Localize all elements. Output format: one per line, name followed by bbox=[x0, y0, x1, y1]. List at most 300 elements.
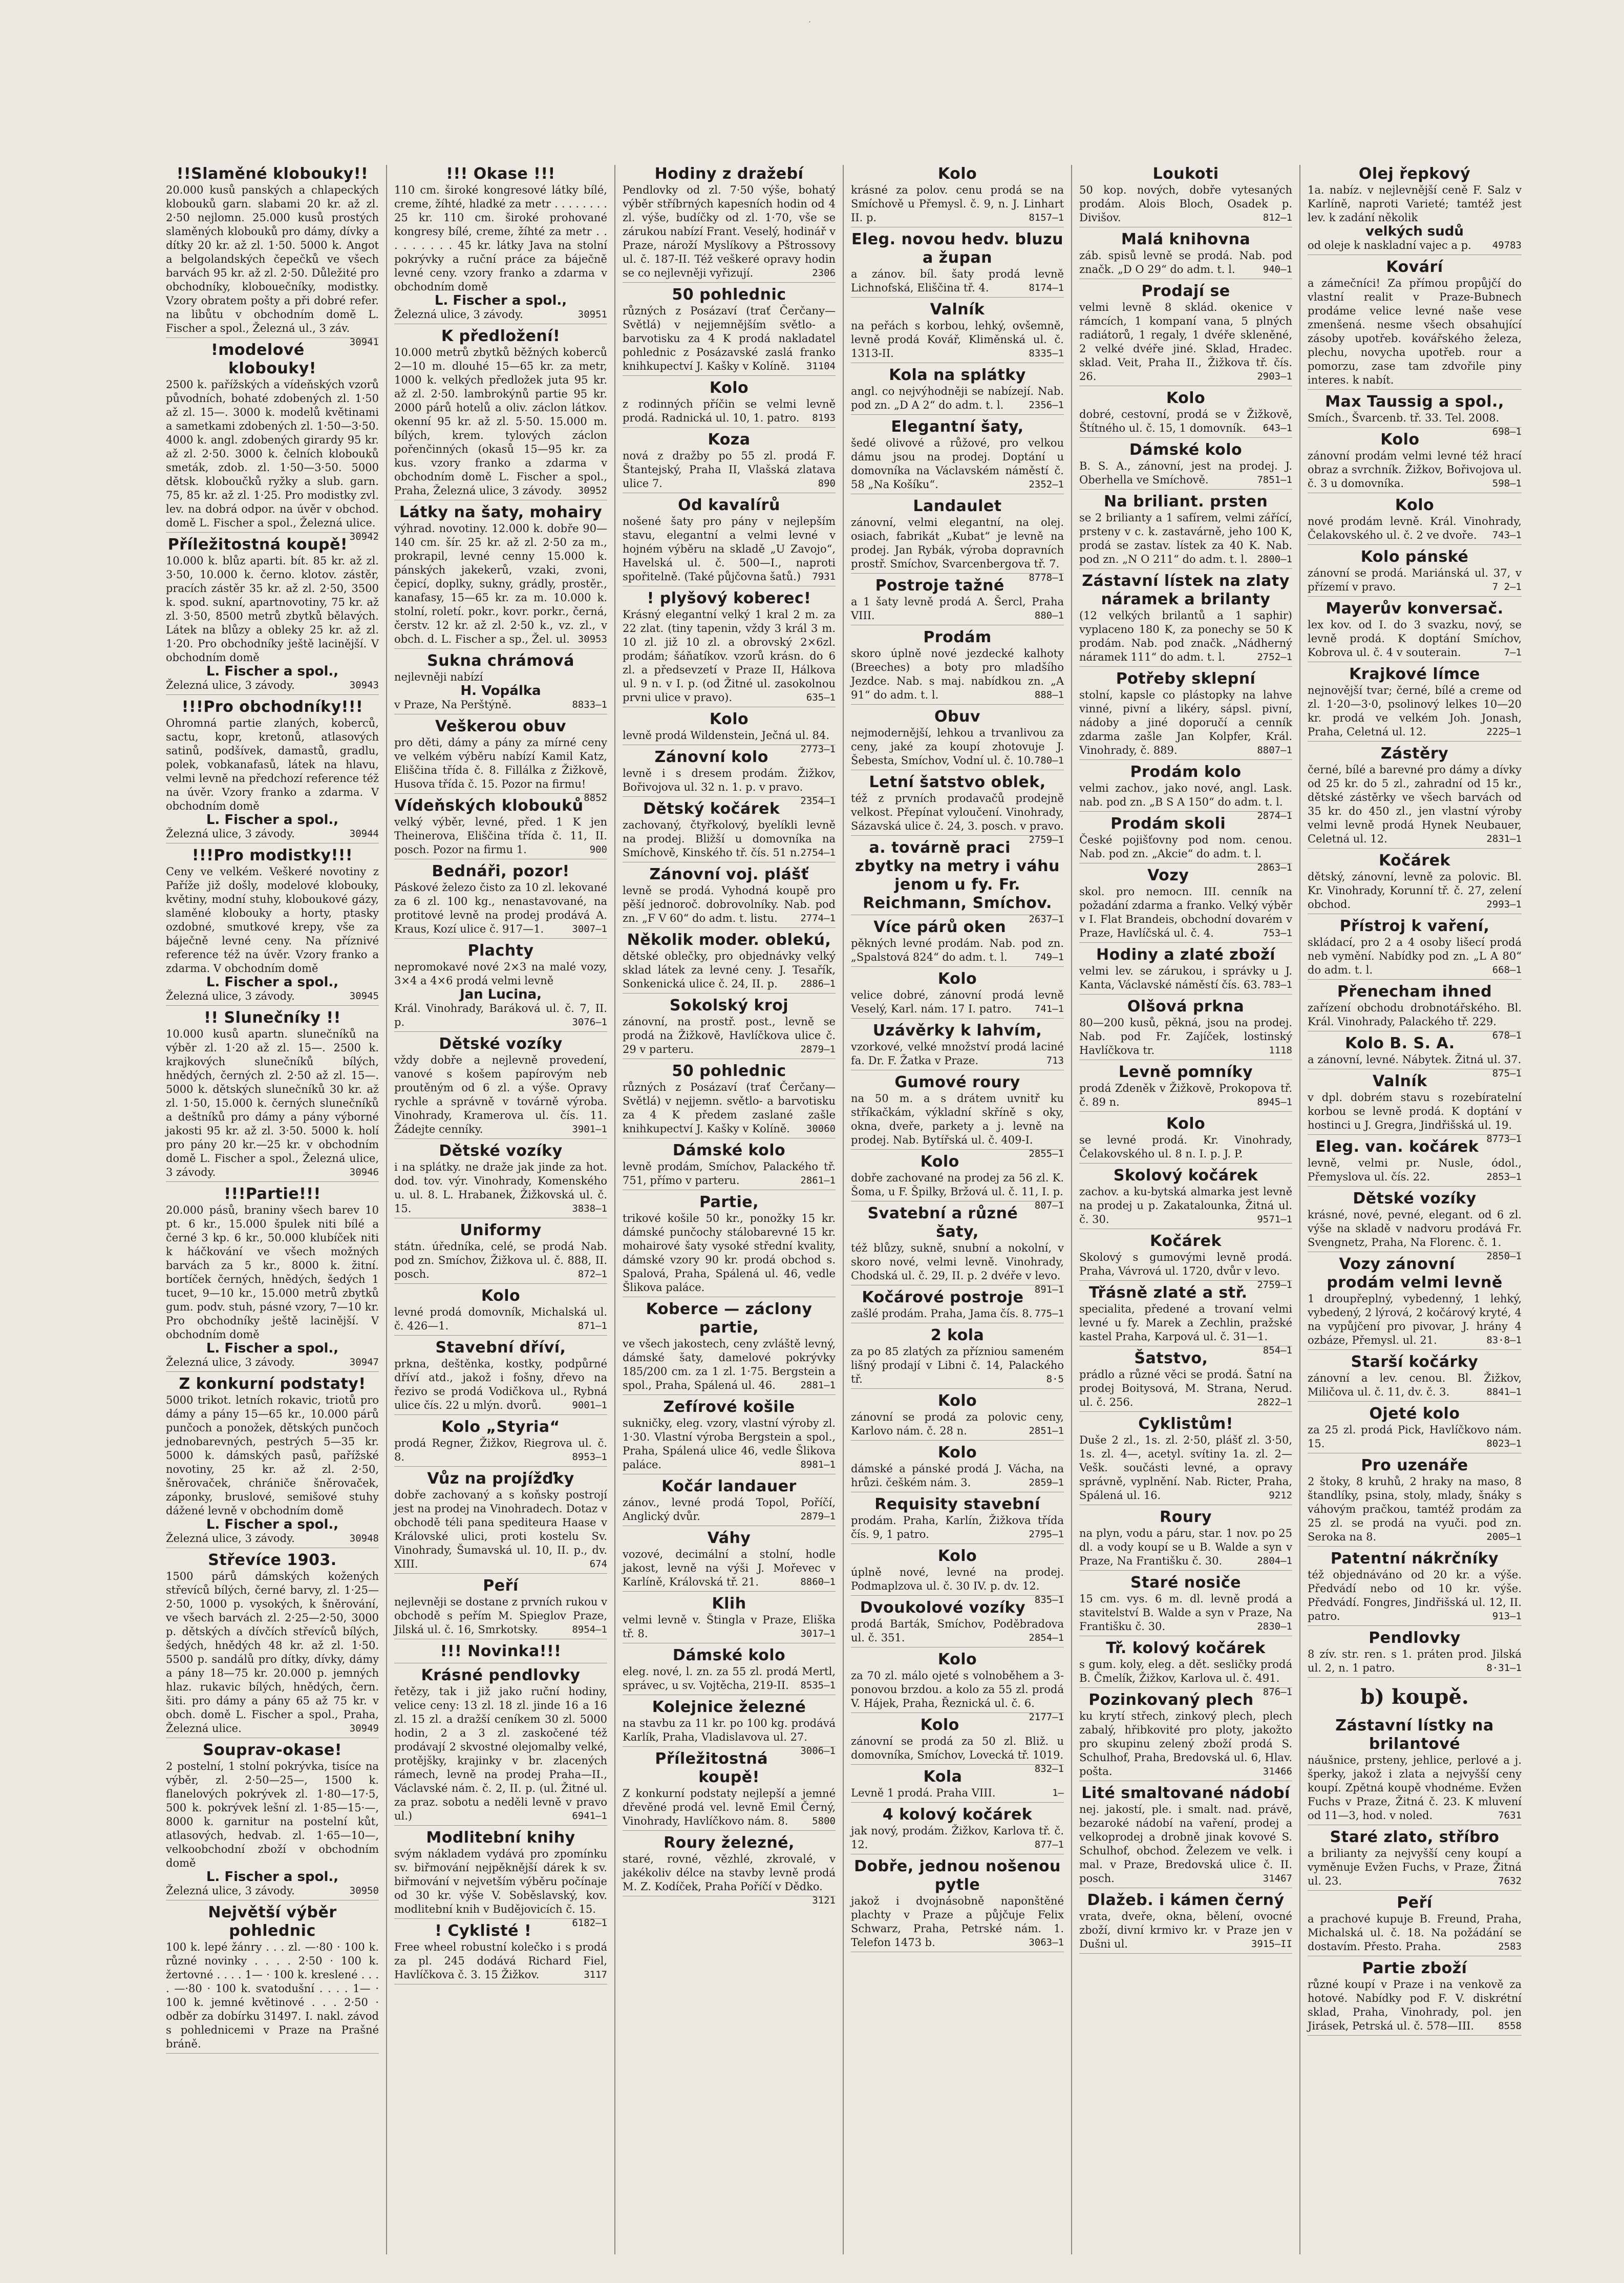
classified-ad bbox=[166, 1185, 379, 1372]
ad-number: 7851—1 bbox=[1257, 474, 1292, 485]
classified-ad bbox=[166, 1009, 379, 1182]
ad-headline: Loukoti bbox=[1152, 165, 1219, 183]
ad-number: 3901—1 bbox=[572, 1124, 607, 1135]
ad-number: 30060 bbox=[806, 1123, 836, 1134]
classified-ad bbox=[1308, 258, 1522, 390]
ad-headline: Koza bbox=[708, 431, 751, 449]
ad-number: 30953 bbox=[578, 633, 607, 645]
ad-number: 900 bbox=[589, 844, 607, 855]
ad-body: Free wheel robustní kolečko i s prodá za pl. 245 dodává Richard Fiel, Havlíčkova č. 3. 15 Žižkov. bbox=[394, 1941, 607, 1981]
ad-headline: Kolo bbox=[937, 165, 977, 183]
classified-ad bbox=[1308, 600, 1522, 662]
ad-body: na peřách s korbou, lehký, ovšemně, levně prodá Kovář, Kliměnská ul. č. 1313-II. bbox=[851, 320, 1064, 360]
ad-number: 8·5 bbox=[1046, 1373, 1064, 1385]
classified-ad bbox=[851, 1444, 1064, 1492]
ad-body: Skolový s gumovými levně prodá. Praha, Vávrová ul. 1720, dvůr v levo. bbox=[1079, 1251, 1292, 1277]
ad-headline: Valník bbox=[930, 301, 985, 319]
ad-headline: Vozy bbox=[1147, 866, 1189, 884]
ad-body: Z konkurní podstaty nejlepší a jemné dřevěné prodá vel. levně Emil Černý, Vinohrady, Havlíčkovo nám. 8. bbox=[623, 1787, 836, 1827]
ad-headline: Zástavní lístek na zlaty náramek a brilanty bbox=[1082, 572, 1290, 608]
ad-number: 8860—1 bbox=[800, 1576, 836, 1588]
ad-headline: Střevíce 1903. bbox=[208, 1551, 337, 1569]
classified-ad bbox=[394, 1642, 607, 1663]
ad-body: 10.000 k. blůz aparti. bít. 85 kr. až zl. 3·50, 10.000 k. černo. klotov. zástěr, pracích zástěr 35 kr. až zl. 2·50, 3500 k. spod. sukní, apartnovotiny, 75 kr. až zl. 3·50, 8500 metrů zbytků bělavých. Látek na blůzy a obleky 25 kr. až zl. 1·20. Pro obchodníky ještě lacinější. V obchodním domě bbox=[166, 555, 379, 664]
ad-body: za 70 zl. málo ojeté s volnoběhem a 3-ponovou brzdou. a kolo za 55 zl. prodá V. Hájek, Praha, Řeznická ul. č. 6. bbox=[851, 1669, 1064, 1709]
ad-headline: Kolo bbox=[709, 379, 749, 397]
ad-body: 10.000 metrů zbytků běžných koberců 2—10 m. dlouhé 15—65 kr. za metr, 1000 k. velkých předložek juta 95 kr. až zl. 2·50. lambrokýnů partie 95 kr. 2000 párů hotelů a oliv. záclon látkov. okenní 95 kr. až zl. 5·50. 15.000 m. bílých, krem. tylových záclon pořenčinných (okasů 15—95 kr. za kus. vzory franko a zdarma v obchodním domě L. Fischer a spol., Praha, Železná ulice, 3 závody. bbox=[394, 346, 607, 497]
ad-number: 8954—1 bbox=[572, 1624, 607, 1635]
ad-headline: Dětské vozíky bbox=[439, 1142, 563, 1160]
ad-headline: Dámské kolo bbox=[672, 1646, 786, 1664]
classified-ad bbox=[851, 970, 1064, 1019]
ad-headline: Peří bbox=[1397, 1894, 1433, 1912]
ad-body: dětské oblečky, pro objednávky velký sklad látek za levné ceny. J. Tesařík, Sonkenická ulice č. 24, II. p. bbox=[623, 950, 836, 990]
ad-headline: Pozinkovaný plech bbox=[1088, 1691, 1254, 1709]
ad-headline: Koberce — záclony partie, bbox=[646, 1300, 813, 1337]
ad-number: 8535—1 bbox=[800, 1680, 836, 1691]
ad-number: 30947 bbox=[349, 1357, 379, 1368]
ad-number: 2773—1 bbox=[800, 744, 836, 755]
classified-ad bbox=[1308, 1828, 1522, 1891]
ad-body: dámské a pánské prodá J. Vácha, na hrůzi. češkém nám. 3. bbox=[851, 1463, 1064, 1489]
ad-body: za 25 zl. prodá Pick, Havlíčkovo nám. 15. bbox=[1308, 1424, 1522, 1450]
classified-ad bbox=[1308, 1255, 1522, 1350]
ad-body: 20.000 pásů, braniny všech barev 10 pt. 6 kr., 15.000 špulek niti bílé a černé 3 kp. 6 kr., 50.000 klubíček niti k háčkování ve všech možných barvách za 5 kr., 8000 k. žitní. bortíček černých, hnědých, šedých 1 tucet, 9—10 kr., 15.000 metrů zbytků gum. podv. stuh, pásné vzory, 7—10 kr. Pro obchodníky ještě lacinější. V obchodním domě bbox=[166, 1204, 379, 1341]
classified-ad bbox=[1079, 493, 1292, 569]
classified-ad bbox=[851, 230, 1064, 298]
ad-number: 2306 bbox=[812, 267, 836, 279]
ad-headline: Mayerův konversač. bbox=[1326, 600, 1504, 618]
ad-number: 8981—1 bbox=[800, 1459, 836, 1470]
ad-number: 753—1 bbox=[1263, 927, 1292, 939]
classified-ad bbox=[623, 286, 836, 376]
ad-number: 8558 bbox=[1498, 2020, 1522, 2032]
ad-column bbox=[387, 165, 615, 2254]
ad-headline: Z konkurní podstaty! bbox=[179, 1375, 366, 1393]
classified-ad bbox=[1308, 548, 1522, 597]
ad-number: 30949 bbox=[349, 1723, 379, 1734]
ad-headline: Kolo bbox=[937, 1444, 977, 1462]
ad-headline: Pendlovky bbox=[1369, 1629, 1461, 1647]
classified-ad bbox=[166, 165, 379, 348]
classified-ad bbox=[851, 1806, 1064, 1854]
ad-number: 30946 bbox=[349, 1167, 379, 1178]
ad-number: 3017—1 bbox=[800, 1628, 836, 1639]
classified-ad bbox=[394, 1577, 607, 1639]
ad-column bbox=[159, 165, 387, 2254]
ad-number: 7632 bbox=[1498, 1875, 1522, 1887]
ad-headline: Staré zlato, stříbro bbox=[1330, 1828, 1500, 1846]
ad-headline: Lité smaltované nádobí bbox=[1081, 1784, 1290, 1802]
classified-ad bbox=[623, 1646, 836, 1695]
classified-ad bbox=[1079, 1415, 1292, 1505]
classified-ad bbox=[1079, 1349, 1292, 1412]
ad-body: dobře zachované na prodej za 56 zl. K. Šoma, u F. Špilky, Bržová ul. č. 11, I. p. bbox=[851, 1172, 1064, 1198]
ad-number: 832—1 bbox=[1034, 1763, 1064, 1774]
ad-number: 1— bbox=[1052, 1787, 1064, 1799]
ad-number: 8833—1 bbox=[572, 699, 607, 710]
classified-ad bbox=[623, 1834, 836, 1906]
ad-number: 783—1 bbox=[1263, 979, 1292, 990]
ad-advertiser: L. Fischer a spol., bbox=[206, 1869, 339, 1885]
classified-ad bbox=[623, 1193, 836, 1297]
ad-number: 8·31—1 bbox=[1486, 1662, 1522, 1674]
classified-ad bbox=[166, 847, 379, 1006]
classified-ad bbox=[1079, 1167, 1292, 1229]
classified-ad bbox=[394, 1418, 607, 1467]
ad-number: 2800—1 bbox=[1257, 554, 1292, 565]
classified-ad bbox=[394, 1221, 607, 1284]
ad-body: zánovní se prodá. Mariánská ul. 37, v přízemí v pravo. bbox=[1308, 567, 1522, 593]
ad-body: 15 cm. vys. 6 m. dl. levně prodá a stavitelství B. Walde a syn v Praze, Na Františku č. 30. bbox=[1079, 1593, 1292, 1633]
classified-ad bbox=[623, 496, 836, 586]
ad-headline: Látky na šaty, mohairy bbox=[399, 503, 603, 521]
ad-number: 2795—1 bbox=[1029, 1529, 1064, 1540]
ad-number: 30948 bbox=[349, 1533, 379, 1544]
ad-advertiser: velkých sudů bbox=[1365, 224, 1464, 239]
ad-body: České pojišťovny pod nom. cenou. Nab. pod zn. „Akcie“ do adm. t. l. bbox=[1079, 834, 1292, 860]
ad-headline: Elegantní šaty, bbox=[891, 418, 1024, 436]
ad-headline: Kočárek bbox=[1379, 852, 1450, 870]
ad-number: 2879—1 bbox=[800, 1044, 836, 1055]
ad-body: svým nákladem vydává pro zpomínku sv. biřmování nejpěknější dárek k sv. biřmování v nejvetším výběru počínaje od 30 kr. výše V. Soběslavský, kov. modlitební knih v Budějovicích č. 15. bbox=[394, 1848, 607, 1915]
ad-number: 9571—1 bbox=[1257, 1214, 1292, 1225]
ad-headline: Kolo bbox=[920, 1153, 959, 1171]
classified-ad bbox=[1308, 1190, 1522, 1262]
ad-headline: Roury bbox=[1160, 1508, 1212, 1526]
classified-ad bbox=[166, 1375, 379, 1548]
classified-ad bbox=[394, 503, 607, 649]
ad-headline: Šatstvo, bbox=[1134, 1349, 1208, 1367]
ad-body: jak nový, prodám. Žižkov, Karlova tř. č. 12. bbox=[851, 1825, 1064, 1851]
classified-ad bbox=[623, 865, 836, 928]
ad-number: 743—1 bbox=[1492, 530, 1522, 541]
classified-ad bbox=[1308, 1717, 1522, 1825]
ad-body: též objednáváno od 20 kr. a výše. Předvádí nebo od 10 kr. výše. Předvádí. Fongres, Jindřišská ul. 12, II. patro. bbox=[1308, 1569, 1522, 1622]
ad-body: (12 velkých brilantů a 1 saphir) vyplaceno 180 K, za ponechy se 50 K prodám. Nab. pod značk. „Nádherný náramek 111“ do adm. t. l. bbox=[1079, 609, 1292, 663]
ad-number: 2754—1 bbox=[800, 847, 836, 858]
classified-ad bbox=[1308, 1353, 1522, 1402]
ad-headline: K předložení! bbox=[441, 327, 561, 345]
ad-number: 775—1 bbox=[1034, 1308, 1064, 1319]
classified-ad bbox=[394, 1470, 607, 1574]
ad-headline: a. továrně praci zbytky na metry i váhu jenom u fy. Fr. Reichmann, Smíchov. bbox=[855, 839, 1060, 912]
ad-headline: Postroje tažné bbox=[875, 577, 1005, 595]
ad-number: 3117 bbox=[584, 1969, 607, 1980]
ad-number: 890 bbox=[818, 478, 836, 489]
ad-headline: Hodiny z dražebí bbox=[654, 165, 804, 183]
ad-body: jakož i dvojnásobně naponštěné plachty v Praze a půjčuje Felix Schwarz, Praha, Petrské nám. 1. Telefon 1473 b. bbox=[851, 1895, 1064, 1949]
ad-body: a zámečníci! bbox=[1308, 277, 1380, 289]
ad-headline: Zánovní kolo bbox=[654, 748, 768, 766]
ad-number: 5800 bbox=[812, 1815, 836, 1827]
ad-address: Železná ulice, 3 závody. bbox=[166, 828, 295, 840]
ad-number: 30950 bbox=[349, 1885, 379, 1896]
classified-ad bbox=[623, 379, 836, 428]
classified-ad bbox=[394, 1829, 607, 1929]
ad-body: 8 zív. str. ren. s 1. práten prod. Jilská ul. 2, n. 1 patro. bbox=[1308, 1648, 1522, 1674]
ad-body: velice dobré, zánovní prodá levně Veselý, Karl. nám. 17 I. patro. bbox=[851, 989, 1064, 1015]
ad-body: prodám. Praha, Karlín, Žižkova třída čís. 9, 1 patro. bbox=[851, 1514, 1064, 1540]
ad-headline: Dlažeb. i kámen černý bbox=[1087, 1891, 1285, 1909]
ad-number: 8335—1 bbox=[1029, 348, 1064, 359]
ad-headline: Kočár landauer bbox=[661, 1477, 797, 1495]
classified-ad bbox=[394, 652, 607, 714]
ad-headline: Cyklistům! bbox=[1138, 1415, 1233, 1433]
ad-body: prádlo a různé věci se prodá. Šatní na prodej Boitysová, M. Strana, Nerud. ul. č. 256. bbox=[1079, 1368, 1292, 1408]
classified-ad bbox=[851, 1022, 1064, 1070]
ad-number: 2177—1 bbox=[1029, 1711, 1064, 1723]
ad-body: specialita, předené a trovaní velmi levné u fy. Marek a Zechlin, pražské kastel Praha, Karpová ul. č. 31—1. bbox=[1079, 1303, 1292, 1343]
classified-ad bbox=[851, 418, 1064, 494]
ad-body: Pendlovky od zl. 7·50 výše, bohatý výběr stříbrných kapesních hodin od 4 zl. výše, budíčky od zl. 1·70, vše se zárukou nabízí Frant. Veselý, hodinář v Praze, nároží Myslíkovy a Pštrossovy ul. č. 187-II. Též veškeré opravy hodin se co nejlevněji vyřizují. bbox=[623, 184, 836, 279]
ad-number: 2879—1 bbox=[800, 1511, 836, 1522]
ad-number: 3915—II bbox=[1251, 1938, 1292, 1950]
ad-body: černé, bílé a barevné pro dámy a dívky od 25 kr. do 5 zl., zahradní od 15 kr., dětské zástěrky ve všech barvách od 35 kr. do 450 zl., jen vlastní výroby velmi levně prodá Hynek Neubauer, Celetná ul. 12. bbox=[1308, 764, 1522, 845]
ad-number: 30943 bbox=[349, 680, 379, 691]
ad-body: stolní, kapsle co plástopky na lahve vinné, pivní a likéry, sápsl. pivní, nádoby a jiné doporučí a cenník zdarma zašle Jan Kolpfer, Král. Vinohrady, č. 889. bbox=[1079, 689, 1292, 756]
classified-ad bbox=[851, 1547, 1064, 1605]
ad-headline: Levně pomníky bbox=[1118, 1063, 1253, 1081]
ad-headline: Uzávěrky k lahvím, bbox=[872, 1022, 1042, 1040]
ad-number: 940—1 bbox=[1263, 264, 1292, 275]
ad-body: Ohromná partie zlaných, koberců, sactu, kopr, kretonů, atlasových satinů, podšívek, damastů, gradlu, polek, vobkanafasů, látek na hlavu, velmi levně na předchozí reference též na úvěr. Vzory franko a zdarma. V obchodním domě bbox=[166, 717, 379, 812]
ad-headline: !!! Novinka!!! bbox=[440, 1642, 562, 1660]
ad-body: 50 kop. nových, dobře vytesaných prodám. Alois Bloch, Osadek p. Divišov. bbox=[1079, 184, 1292, 224]
ad-body: pěkných levné prodám. Nab. pod zn. „Spalstová 824“ do adm. t. l. bbox=[851, 937, 1064, 963]
ad-headline: !modelové klobouky! bbox=[211, 341, 316, 377]
classified-ad bbox=[851, 1073, 1064, 1159]
classified-ad bbox=[851, 165, 1064, 227]
ad-headline: Kola na splátky bbox=[889, 366, 1026, 384]
ad-number: 6182—1 bbox=[572, 1917, 607, 1929]
ad-headline: Malá knihovna bbox=[1121, 230, 1251, 248]
ad-body: levně i s dresem prodám. Žižkov, Bořivojova ul. 32 n. 1. p. v pravo. bbox=[623, 767, 836, 793]
classified-ad bbox=[166, 1551, 379, 1738]
ad-headline: Sokolský kroj bbox=[669, 997, 789, 1014]
classified-ad bbox=[623, 1300, 836, 1395]
ad-body: různých z Posázaví (trať Čerčany—Světlá) v nejjemn. světlo- a barvotisku za 4 K předem zaslané zašle knihkupectví J. Kašky v Kolíně. bbox=[623, 1081, 836, 1135]
ad-number: 3076—1 bbox=[572, 1017, 607, 1028]
ad-headline: Dobře, jednou nošenou pytle bbox=[854, 1857, 1061, 1894]
ad-number: 891—1 bbox=[1034, 1284, 1064, 1295]
ad-number: 2005—1 bbox=[1486, 1531, 1522, 1542]
ad-number: 7631 bbox=[1498, 1810, 1522, 1821]
ad-headline: Hodiny a zlaté zboží bbox=[1096, 946, 1275, 964]
ad-body: 110 cm. široké kongresové látky bílé, creme, žíhté, hladké za metr . . . . . . . . 25 kr. 110 cm. široké prohované kongresy bílé, creme, žíhté za metr . . . . . . . . . 45 kr. látky Java na stolní pokrývky a ruční práce za báječně levné ceny. vzory franko a zdarma v obchodním domě bbox=[394, 184, 607, 293]
classified-ad bbox=[851, 1768, 1064, 1803]
ad-number: 635—1 bbox=[806, 692, 836, 703]
ad-headline: Více párů oken bbox=[873, 918, 1007, 936]
ad-address: Železná ulice, 3 závody. bbox=[166, 990, 295, 1002]
ad-body: trikové košile 50 kr., ponožky 15 kr. dámské punčochy stálobarevné 15 kr. mohairové šaty vysoké střední kvality, dámské vzory 90 kr. prodá obchod s. Spalová, Praha, Spálená ul. 46, vedle Šlikova paláce. bbox=[623, 1212, 836, 1294]
ad-headline: Svatební a různé šaty, bbox=[867, 1204, 1018, 1241]
ad-body: 20.000 kusů panských a chlapeckých klobouků garn. slabami 20 kr. až zl. 2·50 nejlomn. 25.000 kusů prostých slaměných klobouků pro dámy, dívky a dítky 20 kr. až zl. 1·50. 5000 k. Angot a belgolandských čepečků ve všech barvách 95 kr. až zl. 2·50. Důležité pro obchodníky, klobouečníky, modistky. Vzory obratem pošty a při dobré refer. na libůtu v obchodním domě L. Fischer a spol., Železná ul., 3 záv. bbox=[166, 184, 379, 334]
classified-ad bbox=[1079, 1063, 1292, 1112]
classified-ad bbox=[851, 1392, 1064, 1441]
classified-ad bbox=[394, 862, 607, 939]
ad-address: v Praze, Na Perštýně. bbox=[394, 699, 512, 711]
ad-headline: Kolo bbox=[1395, 496, 1435, 514]
ad-body: zánovní se prodá za 50 zl. Bliž. u domovníka, Smíchov, Lovecká tř. 1019. bbox=[851, 1735, 1064, 1761]
ad-body: levně prodám, Smíchov, Palackého tř. 751, přímo v parteru. bbox=[623, 1160, 836, 1187]
ad-number: 674 bbox=[589, 1558, 607, 1570]
ad-body: na 50 m. a s drátem uvnitř ku stříkačkám, výkladní skříně s oky, okna, dveře, parkety a j. levně na prodej. Nab. Bytířská ul. č. 409-I. bbox=[851, 1092, 1064, 1146]
ad-body: záb. spisů levně se prodá. Nab. pod značk. „D O 29“ do adm. t. l. bbox=[1079, 249, 1292, 276]
ad-number: 8945—1 bbox=[1257, 1096, 1292, 1108]
ad-headline: Dámské kolo bbox=[1129, 441, 1243, 459]
ad-headline: Kolo bbox=[1380, 431, 1420, 449]
ad-headline: Kolo bbox=[709, 710, 749, 728]
classified-ad bbox=[1079, 165, 1292, 227]
ad-body: prodá Barták, Smíchov, Poděbradova ul. č. 351. bbox=[851, 1618, 1064, 1644]
ad-advertiser: L. Fischer a spol., bbox=[434, 293, 567, 308]
ad-number: 8773—1 bbox=[1486, 1133, 1522, 1145]
ad-body: ve všech jakostech, ceny zvláště levný, dámské šaty, damelové pokrývky 185/200 cm. za 1 zl. 1·75. Bergstein a spol., Praha, Spálená ul. 46. bbox=[623, 1338, 836, 1391]
ad-body: prkna, deštěnka, kostky, podpůrné dříví atd., jakož i fošny, dřevo na řezivo se prodá Vodičkova ul., Rybná ulice čís. 22 u mlýn. dvorů. bbox=[394, 1358, 607, 1411]
ad-headline: Váhy bbox=[707, 1529, 751, 1547]
ad-body: z rodinných příčin se velmi levně prodá. Radnická ul. 10, 1. patro. bbox=[623, 398, 836, 424]
page-mark: ′ bbox=[809, 20, 811, 29]
ad-body: 1a. nabíz. v nejlevnější ceně F. Salz v Karlíně, naproti Varieté; tamtéž jest lev. k zadání několik bbox=[1308, 184, 1522, 224]
ad-number: 3007—1 bbox=[572, 923, 607, 935]
ad-number: 8778—1 bbox=[1029, 572, 1064, 583]
ad-headline: Zástavní lístky na brilantové bbox=[1335, 1717, 1494, 1753]
classified-ad bbox=[623, 1529, 836, 1592]
ad-headline: Zástěry bbox=[1380, 745, 1449, 763]
ad-body: zánovní a lev. cenou. Bl. Žižkov, Miličova ul. č. 11, dv. č. 3. bbox=[1308, 1372, 1522, 1398]
ad-number: 31466 bbox=[1263, 1766, 1292, 1777]
ad-number: 2874—1 bbox=[1257, 810, 1292, 821]
ad-body: s gum. koly, eleg. a dět. sesličky prodá B. Čmelík, Žižkov, Karlova ul. č. 491. bbox=[1079, 1658, 1292, 1684]
ad-number: 31467 bbox=[1263, 1873, 1292, 1884]
classified-ad bbox=[394, 717, 607, 804]
ad-body: nejnovější tvar; černé, bílé a creme od zl. 1·20—3·0, psolinový lelkes 10—20 kr. prodá ve velkém Joh. Jonash, Praha, Celetná ul. 12. bbox=[1308, 684, 1522, 738]
ad-headline: Kočárové postroje bbox=[862, 1288, 1024, 1306]
classified-ad bbox=[1079, 1232, 1292, 1291]
classified-ad bbox=[1308, 665, 1522, 742]
ad-advertiser: Jan Lucina, bbox=[459, 987, 542, 1002]
ad-headline: Kolo bbox=[937, 1392, 977, 1410]
ad-body: 100 k. lepé žánry . . . zl. —·80 · 100 k. různé novinky . . . . 2·50 · 100 k. žertovné . . . . 1— · 100 k. kreslené . . . . —·80 · 100 k. svatodušní . . . . 1— · 100 k. jemné květinové . . . 2·50 · odběr za dobírku 31497. I. nakl. závod s pohlednicemi v Praze na Prašné bráně. bbox=[166, 1941, 379, 2050]
ad-headline: !!!Partie!!! bbox=[224, 1185, 321, 1203]
ad-headline: Klih bbox=[712, 1595, 746, 1613]
ad-number: 6941—1 bbox=[572, 1810, 607, 1822]
ad-headline: Requisity stavební bbox=[874, 1495, 1040, 1513]
classified-ad bbox=[1308, 1959, 1522, 2036]
ad-column bbox=[1300, 165, 1529, 2254]
ad-body: skol. pro nemocn. III. cenník na požadání zdarma a franko. Velký výběr v I. Flat Brandeis, obchodní dovarém v Praze, Havlíčská ul. č. 4. bbox=[1079, 885, 1292, 939]
ad-body: Levně 1 prodá. Praha VIII. bbox=[851, 1787, 996, 1799]
classified-ad bbox=[851, 366, 1064, 415]
ad-headline: Partie zboží bbox=[1362, 1959, 1467, 1977]
classified-ad bbox=[1079, 866, 1292, 943]
classified-ad bbox=[166, 1904, 379, 2054]
ad-number: 31104 bbox=[806, 361, 836, 372]
classified-ad bbox=[851, 1651, 1064, 1723]
ad-body: vždy dobře a nejlevně provedení, vanové s košem papírovým neb proutěným od 6 zl. a výše. Opravy rychle a správně v továrně výroba. Vinohrady, Kramerova ul. čís. 11. Žádejte cenníky. bbox=[394, 1054, 607, 1135]
ad-body: a zánovní, levné. Nábytek. Žitná ul. 37. bbox=[1308, 1053, 1522, 1066]
ad-headline: Roury železné, bbox=[664, 1834, 795, 1852]
ad-body: nová z dražby po 55 zl. prodá F. Štantejský, Praha II, Vlašská zlatava ulice 7. bbox=[623, 450, 836, 490]
classified-ad bbox=[851, 1599, 1064, 1647]
ad-number: 2831—1 bbox=[1486, 833, 1522, 844]
ad-headline: Max Taussig a spol., bbox=[1325, 393, 1504, 411]
ad-headline: Valník bbox=[1373, 1072, 1427, 1090]
ad-address: Železná ulice, 3 závody. bbox=[394, 308, 523, 321]
ad-body: nej. jakostí, ple. i smalt. nad. právě, bezaroké nádobí na vaření, prodej a velkoprodej a drobně jinak kovové S. Schulhof, obchod. Železem ve velk. i mal. v Praze, Bredovská ulice č. II. posch. bbox=[1079, 1803, 1292, 1885]
classified-ad bbox=[623, 710, 836, 755]
ad-body: na plyn, vodu a páru, star. 1 nov. po 25 dl. a vody koupí se u B. Walde a syn v Praze, Na Františku č. 30. bbox=[1079, 1527, 1292, 1567]
ad-headline: Skolový kočárek bbox=[1113, 1167, 1258, 1185]
ad-number: 2850—1 bbox=[1486, 1251, 1522, 1262]
classified-ad bbox=[851, 1495, 1064, 1544]
ad-headline: Příležitostná koupě! bbox=[167, 536, 348, 554]
ad-headline: Od kavalírů bbox=[678, 496, 780, 514]
ad-headline: Několik moder. oblekú, bbox=[627, 931, 831, 949]
ad-headline: !! Slunečníky !! bbox=[204, 1009, 341, 1027]
ad-body: nejlevněji nabízí bbox=[394, 671, 483, 683]
ad-advertiser: L. Fischer a spol., bbox=[206, 975, 339, 990]
ad-headline: ! plyšový koberec! bbox=[647, 589, 811, 607]
ad-number: 741—1 bbox=[1034, 1003, 1064, 1014]
classified-ad bbox=[1079, 946, 1292, 995]
ad-body: zachovaný, čtyřkolový, byelíkli levně na prodej. Bližší u domovníka na Smíchově, Kinského tř. čís. 51 n. bbox=[623, 819, 836, 859]
ad-number: 2774—1 bbox=[800, 913, 836, 924]
ad-headline: Kolejnice železné bbox=[652, 1698, 806, 1716]
classified-ad bbox=[623, 931, 836, 993]
classified-ad bbox=[394, 1287, 607, 1336]
classified-ad bbox=[1079, 1639, 1292, 1698]
ad-number: 30944 bbox=[349, 828, 379, 839]
ad-body: nejlevněji se dostane z prvních rukou v obchodě s peřím M. Spieglov Praze, Jilská ul. č. 16, Smrkotsky. bbox=[394, 1596, 607, 1636]
ad-number: 7—1 bbox=[1504, 647, 1522, 658]
ad-body: dětský, zánovní, levně za polovic. Bl. Kr. Vinohrady, Korunní tř. č. 27, zelení obchod. bbox=[1308, 871, 1522, 911]
ad-headline: Eleg. van. kočárek bbox=[1315, 1138, 1479, 1156]
ad-number: 83·8—1 bbox=[1486, 1335, 1522, 1346]
ad-headline: Vídeňských klobouků bbox=[394, 797, 584, 815]
ad-column bbox=[1072, 165, 1300, 2254]
ad-body: Ceny ve velkém. Veškeré novotiny z Paříže již došly, modelové klobouky, květiny, modní stuhy, kloboukové gázy, slaměné klobouky a horty, ptasky ozdobné, smutkové krepy, vše za báječně levné ceny. Na příznivé reference též na úvěr. Vzory franko a zdarma. V obchodním domě bbox=[166, 865, 379, 975]
ad-headline: Olšová prkna bbox=[1127, 998, 1245, 1016]
ad-number: 30952 bbox=[578, 485, 607, 496]
ad-body: a zánov. bíl. šaty prodá levně Lichnofská, Eliščina tř. 4. bbox=[851, 268, 1064, 294]
ad-body: v dpl. dobrém stavu s rozebíratelní korbou se levně prodá. K doptání v hostinci u J. Gregra, Jindřišská ul. 19. bbox=[1308, 1091, 1522, 1131]
classified-ad bbox=[1308, 983, 1522, 1041]
ad-number: 2886—1 bbox=[800, 978, 836, 989]
ad-headline: Kolo bbox=[937, 1547, 977, 1565]
ad-number: 678—1 bbox=[1492, 1030, 1522, 1041]
ad-body: nové prodám levně. Král. Vinohrady, Čelakovského ul. č. 2 ve dvoře. bbox=[1308, 515, 1522, 541]
ad-body: různé koupí v Praze i na venkově za hotové. Nabídky pod F. V. diskrétní sklad, Praha, Vinohrady, pol. jen Jirásek, Petrská ul. č. 578—III. bbox=[1308, 1978, 1522, 2032]
classified-ad bbox=[851, 301, 1064, 363]
ad-number: 9212 bbox=[1269, 1490, 1292, 1501]
ad-body: velmi lev. se zárukou, i správky u J. Kanta, Václavské náměstí čís. 63. bbox=[1079, 965, 1292, 991]
ad-headline: Přenecham ihned bbox=[1337, 983, 1492, 1001]
ad-body: zašlé prodám. Praha, Jama čís. 8. bbox=[851, 1307, 1033, 1320]
section-heading: b) koupě. bbox=[1360, 1685, 1469, 1709]
ad-number: 598—1 bbox=[1492, 478, 1522, 489]
ad-number: 2354—1 bbox=[800, 795, 836, 807]
ad-body: prodá Zdeněk v Žižkově, Prokopova tř. č. 89 n. bbox=[1079, 1082, 1292, 1108]
ad-number: 2822—1 bbox=[1257, 1397, 1292, 1408]
ad-headline: !!!Pro modistky!!! bbox=[191, 847, 353, 864]
ad-number: 2830—1 bbox=[1257, 1621, 1292, 1632]
ad-number: 3006—1 bbox=[800, 1745, 836, 1757]
ad-body: zánovní, na prostř. post., levně se prodá na Žižkově, Havlíčkova ulice č. 29 v parteru. bbox=[623, 1016, 836, 1055]
ad-headline: Souprav-okase! bbox=[203, 1741, 342, 1759]
ad-body: dobré, cestovní, prodá se v Žižkově, Štítného ul. č. 15, 1 domovník. bbox=[1079, 408, 1292, 434]
